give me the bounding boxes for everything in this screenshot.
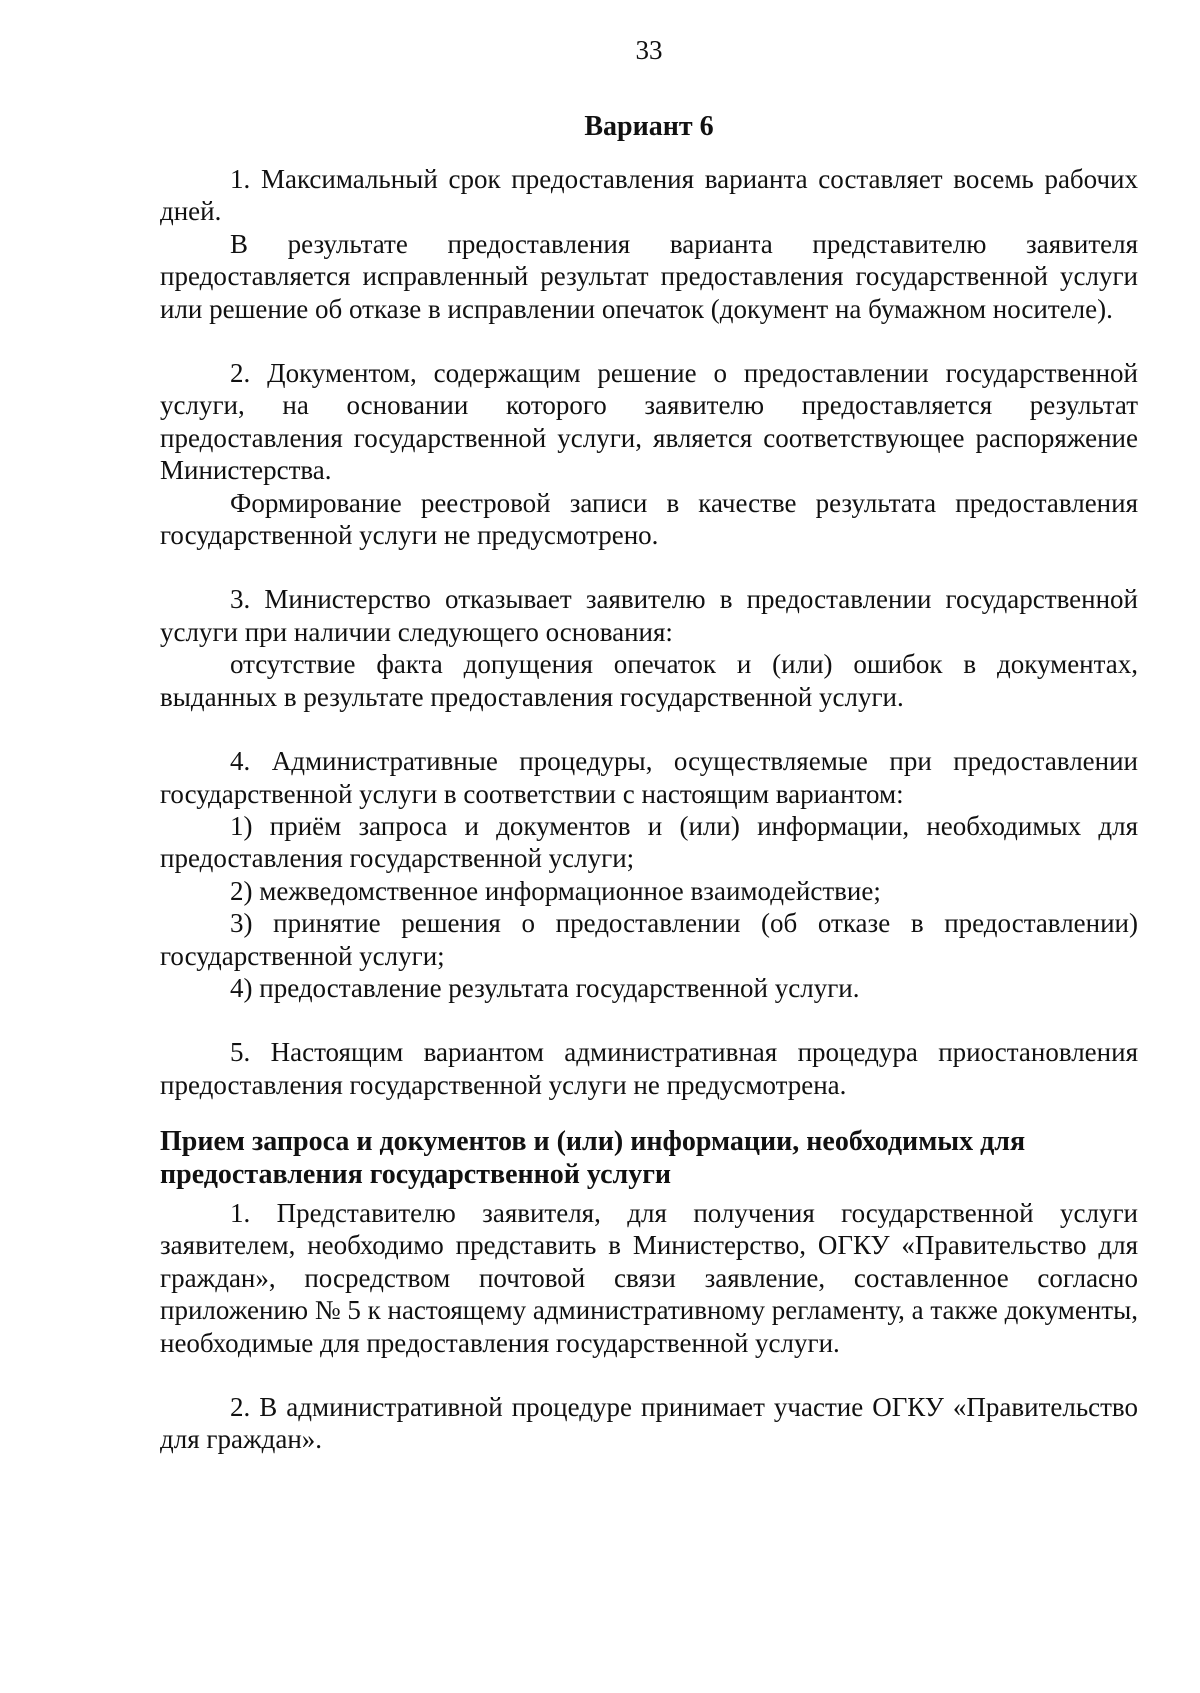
paragraph: В результате предоставления варианта представителю заявителя предоставляется исправленный результат предоставления государственной услуги или решение об отказе в исправлении опечаток (документ на бумажном носителе). xyxy=(160,228,1138,324)
section-6 xyxy=(160,1197,1138,1359)
paragraph: 2. Документом, содержащим решение о предоставлении государственной услуги, на основании которого заявителю предоставляется результат предоставления государственной услуги, является соответствующее распоряжение Министерства. xyxy=(160,358,1138,486)
paragraph: 1. Представителю заявителя, для получения государственной услуги заявителем, необходимо представить в Министерство, ОГКУ «Правительство для граждан», посредством почтовой связи заявление, составленное согласно приложению № 5 к настоящему административному регламенту, а также документы, необходимые для предоставления государственной услуги. xyxy=(160,1198,1138,1358)
section-4 xyxy=(160,745,1138,1004)
section-2 xyxy=(160,357,1138,551)
heading-line: предоставления государственной услуги xyxy=(160,1159,672,1190)
page-number: 33 xyxy=(635,35,663,65)
list-item: 3) принятие решения о предоставлении (об отказе в предоставлении) государственной услуги; xyxy=(160,908,1138,971)
paragraph: 1. Максимальный срок предоставления варианта составляет восемь рабочих дней. xyxy=(160,164,1138,227)
section-3 xyxy=(160,583,1138,713)
document-body xyxy=(160,163,1138,1101)
section-5 xyxy=(160,1036,1138,1101)
procedure-section xyxy=(160,1125,1138,1456)
spacer xyxy=(160,1004,1138,1036)
section-heading xyxy=(160,1125,1138,1191)
variant-title: Вариант 6 xyxy=(584,111,714,142)
list-item: 1) приём запроса и документов и (или) информации, необходимых для предоставления государственной услуги; xyxy=(160,810,1138,874)
spacer xyxy=(160,713,1138,745)
spacer xyxy=(160,325,1138,357)
paragraph: отсутствие факта допущения опечаток и (или) ошибок в документах, выданных в результате предоставления государственной услуги. xyxy=(160,649,1138,712)
list-item: 2) межведомственное информационное взаимодействие; xyxy=(230,875,881,906)
section-1 xyxy=(160,163,1138,325)
spacer xyxy=(160,1359,1138,1391)
spacer xyxy=(160,551,1138,583)
paragraph: 4. Административные процедуры, осуществляемые при предоставлении государственной услуги в соответствии с настоящим вариантом: xyxy=(160,746,1138,809)
paragraph: 5. Настоящим вариантом административная процедура приостановления предоставления государственной услуги не предусмотрена. xyxy=(160,1037,1138,1100)
heading-line: Прием запроса и документов и (или) информации, необходимых для xyxy=(160,1126,1026,1157)
paragraph: Формирование реестровой записи в качестве результата предоставления государственной услуги не предусмотрено. xyxy=(160,487,1138,551)
paragraph: 2. В административной процедуре принимает участие ОГКУ «Правительство для граждан». xyxy=(160,1392,1138,1455)
section-7 xyxy=(160,1391,1138,1456)
list-item: 4) предоставление результата государственной услуги. xyxy=(230,972,860,1003)
paragraph: 3. Министерство отказывает заявителю в предоставлении государственной услуги при наличии следующего основания: xyxy=(160,584,1138,647)
